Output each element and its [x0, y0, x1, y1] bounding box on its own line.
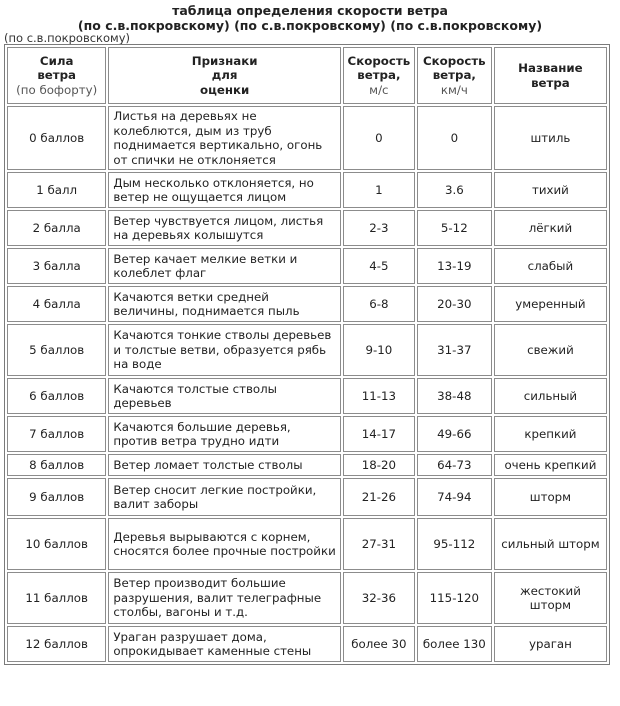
col-header-name-l2: ветра: [531, 75, 570, 90]
cell-signs: Качаются ветки средней величины, поднимается пыль: [108, 286, 341, 322]
col-header-speed-kmh: [417, 47, 492, 104]
cell-speed-ms: 18-20: [343, 454, 415, 476]
cell-force: 8 баллов: [7, 454, 106, 476]
cell-speed-ms: 14-17: [343, 416, 415, 452]
table-row: [7, 454, 607, 476]
cell-wind-name: крепкий: [494, 416, 607, 452]
cell-force: 9 баллов: [7, 478, 106, 516]
cell-wind-name: ураган: [494, 626, 607, 662]
cell-speed-ms: 27-31: [343, 518, 415, 570]
table-row: [7, 106, 607, 170]
cell-wind-name: умеренный: [494, 286, 607, 322]
cell-speed-ms: 6-8: [343, 286, 415, 322]
cell-speed-kmh: 74-94: [417, 478, 492, 516]
col-header-force-l2: ветра: [37, 68, 77, 83]
col-header-signs-l2: для: [211, 68, 238, 83]
cell-signs: Качаются толстые стволы деревьев: [108, 378, 341, 414]
col-header-force-l1: Сила: [39, 53, 74, 68]
table-row: [7, 248, 607, 284]
cell-signs: Качаются большие деревья, против ветра трудно идти: [108, 416, 341, 452]
col-header-speed-kmh-l1: Скорость: [423, 53, 486, 68]
table-row: [7, 378, 607, 414]
col-header-name: [494, 47, 607, 104]
cell-speed-kmh: 3.6: [417, 172, 492, 208]
cell-wind-name: жестокий шторм: [494, 572, 607, 624]
cell-force: 0 баллов: [7, 106, 106, 170]
cell-wind-name: сильный шторм: [494, 518, 607, 570]
table-row: [7, 416, 607, 452]
cell-signs: Дым несколько отклоняется, но ветер не ощущается лицом: [108, 172, 341, 208]
source-note: (по с.в.покровскому): [4, 31, 130, 45]
cell-signs: Качаются тонкие стволы деревьев и толстые ветви, образуется рябь на воде: [108, 324, 341, 376]
cell-signs: Ветер качает мелкие ветки и колеблет флаг: [108, 248, 341, 284]
col-header-speed-ms-l2: ветра,: [357, 68, 401, 83]
cell-speed-ms: 11-13: [343, 378, 415, 414]
cell-wind-name: шторм: [494, 478, 607, 516]
cell-signs: Ветер производит большие разрушения, валит телеграфные столбы, вагоны и т.д.: [108, 572, 341, 624]
cell-force: 2 балла: [7, 210, 106, 246]
cell-speed-kmh: 38-48: [417, 378, 492, 414]
cell-speed-kmh: 64-73: [417, 454, 492, 476]
col-header-force: [7, 47, 106, 104]
cell-speed-ms: 1: [343, 172, 415, 208]
cell-speed-ms: 4-5: [343, 248, 415, 284]
table-header-row: [7, 47, 607, 104]
cell-speed-kmh: 5-12: [417, 210, 492, 246]
table-row: [7, 478, 607, 516]
cell-signs: Ветер чувствуется лицом, листья на деревьях колышутся: [108, 210, 341, 246]
table-row: [7, 518, 607, 570]
cell-signs: Листья на деревьях не колеблются, дым из труб поднимается вертикально, огонь от спички не отклоняется: [108, 106, 341, 170]
cell-force: 1 балл: [7, 172, 106, 208]
cell-wind-name: свежий: [494, 324, 607, 376]
cell-speed-kmh: более 130: [417, 626, 492, 662]
cell-force: 10 баллов: [7, 518, 106, 570]
cell-wind-name: штиль: [494, 106, 607, 170]
cell-speed-ms: 21-26: [343, 478, 415, 516]
col-header-force-sub: (по бофорту): [16, 82, 98, 97]
cell-wind-name: сильный: [494, 378, 607, 414]
cell-force: 11 баллов: [7, 572, 106, 624]
cell-signs: Деревья вырываются с корнем, сносятся более прочные постройки: [108, 518, 341, 570]
cell-force: 12 баллов: [7, 626, 106, 662]
cell-speed-kmh: 13-19: [417, 248, 492, 284]
col-header-speed-kmh-sub: км/ч: [440, 82, 468, 97]
cell-force: 4 балла: [7, 286, 106, 322]
cell-speed-ms: 32-36: [343, 572, 415, 624]
cell-signs: Ураган разрушает дома, опрокидывает каменные стены: [108, 626, 341, 662]
cell-speed-kmh: 20-30: [417, 286, 492, 322]
cell-force: 3 балла: [7, 248, 106, 284]
cell-speed-ms: 0: [343, 106, 415, 170]
table-row: [7, 172, 607, 208]
cell-wind-name: лёгкий: [494, 210, 607, 246]
cell-speed-kmh: 115-120: [417, 572, 492, 624]
page-title: таблица определения скорости ветра: [172, 3, 448, 18]
table-row: [7, 286, 607, 322]
cell-speed-ms: 2-3: [343, 210, 415, 246]
col-header-speed-ms-sub: м/с: [369, 82, 389, 97]
cell-speed-kmh: 95-112: [417, 518, 492, 570]
col-header-speed-ms-l1: Скорость: [347, 53, 411, 68]
cell-signs: Ветер ломает толстые стволы: [108, 454, 341, 476]
cell-force: 7 баллов: [7, 416, 106, 452]
cell-wind-name: тихий: [494, 172, 607, 208]
cell-speed-ms: 9-10: [343, 324, 415, 376]
col-header-speed-kmh-l2: ветра,: [432, 68, 476, 83]
cell-force: 5 баллов: [7, 324, 106, 376]
col-header-speed-ms: [343, 47, 415, 104]
table-row: [7, 626, 607, 662]
table-row: [7, 210, 607, 246]
col-header-signs: [108, 47, 341, 104]
col-header-name-l1: Название: [518, 61, 583, 75]
cell-speed-kmh: 49-66: [417, 416, 492, 452]
cell-wind-name: слабый: [494, 248, 607, 284]
wind-scale-table: [4, 44, 610, 665]
cell-wind-name: очень крепкий: [494, 454, 607, 476]
col-header-signs-l1: Признаки: [191, 53, 258, 68]
cell-speed-kmh: 0: [417, 106, 492, 170]
cell-speed-ms: более 30: [343, 626, 415, 662]
page-subtitle: (по с.в.покровскому) (по с.в.покровскому) (по с.в.покровскому): [77, 18, 543, 33]
cell-signs: Ветер сносит легкие постройки, валит заборы: [108, 478, 341, 516]
table-row: [7, 324, 607, 376]
col-header-signs-l3: оценки: [200, 82, 250, 97]
cell-force: 6 баллов: [7, 378, 106, 414]
table-row: [7, 572, 607, 624]
cell-speed-kmh: 31-37: [417, 324, 492, 376]
